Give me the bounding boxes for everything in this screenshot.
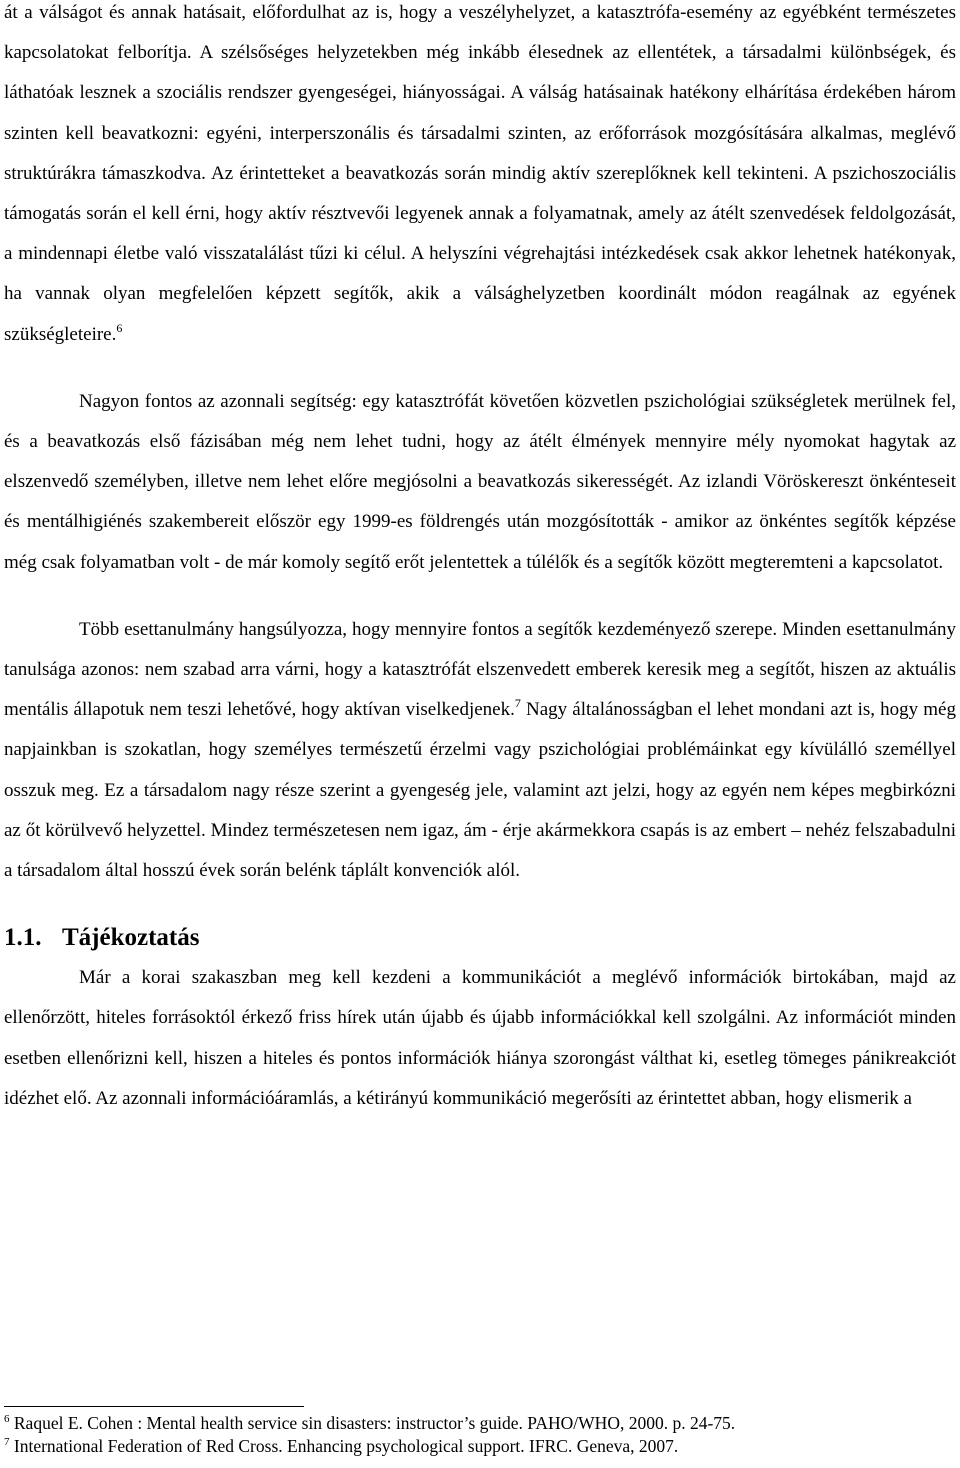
footnote-7: [4, 1435, 956, 1458]
footnote-ref-7[interactable]: 7: [514, 696, 521, 711]
section-heading: [4, 918, 956, 958]
footnote-6: [4, 1412, 956, 1435]
footnote-ref-6[interactable]: 6: [116, 320, 123, 335]
footnote-text: International Federation of Red Cross. Enhancing psychological support. IFRC. Geneva, 2007.: [13, 1436, 679, 1456]
footnote-text: Raquel E. Cohen : Mental health service sin disasters: instructor’s guide. PAHO/WHO, 2000. p. 24-75.: [13, 1413, 736, 1433]
footnote-separator: [4, 1406, 304, 1407]
footnote-number: 7: [4, 1436, 10, 1448]
footnotes: [4, 1412, 956, 1458]
paragraph-crisis-intervention: [4, 0, 956, 355]
paragraph-helper-initiative: [4, 610, 956, 891]
section-number: 1.1.: [4, 924, 42, 952]
document-page: [4, 0, 956, 1119]
paragraph-text: Nagy általánosságban el lehet mondani azt is, hogy még napjainkban is szokatlan, hogy személyes természetű érzelmi vagy pszichológiai problémáinkat egy kívülálló személlyel osszuk meg. Ez a társadalom nagy része szerint a gyengeség jele, valamint azt jelzi, hogy az egyén nem képes megbirkózni az őt körülvevő helyzettel. Mindez természetesen nem igaz, ám - érje akármekkora csapás is az embert – nehéz felszabadulni a társadalom által hosszú évek során belénk táplált konvenciók alól.: [4, 699, 956, 882]
paragraph-information: Már a korai szakaszban meg kell kezdeni a kommunikációt a meglévő információk birtokában, majd az ellenőrzött, hiteles forrásoktól érkező friss hírek után újabb és újabb információkkal kell szolgálni. Az információt minden esetben ellenőrizni kell, hiszen a hiteles és pontos információk hiánya szorongást válthat ki, esetleg tömeges pánikreakciót idézhet elő. Az azonnali információáramlás, a kétirányú kommunikáció megerősíti az érintettet abban, hogy elismerik a: [4, 967, 956, 1109]
paragraph-immediate-help: Nagyon fontos az azonnali segítség: egy katasztrófát követően közvetlen pszichológiai szükségletek merülnek fel, és a beavatkozás első fázisában még nem lehet tudni, hogy az átélt élmények mennyire mély nyomokat hagytak az elszenvedő személyben, illetve nem lehet előre megjósolni a beavatkozás sikerességét. Az izlandi Vöröskereszt önkénteseit és mentálhigiénés szakembereit először egy 1999-es földrengés után mozgósították - amikor az önkéntes segítők képzése még csak folyamatban volt - de már komoly segítő erőt jelentettek a túlélők és a segítők között megteremteni a kapcsolatot.: [4, 390, 956, 573]
section-title: Tájékoztatás: [62, 924, 200, 952]
paragraph-text: Több esettanulmány hangsúlyozza, hogy mennyire fontos a segítők kezdeményező szerepe. Minden esettanulmány tanulsága azonos: nem szabad arra várni, hogy a katasztrófát elszenvedett emberek keresik meg a segítőt, hiszen az aktuális mentális állapotuk nem teszi lehetővé, hogy aktívan viselkedjenek.: [4, 618, 956, 721]
paragraph-text: át a válságot és annak hatásait, előfordulhat az is, hogy a veszélyhelyzet, a katasztrófa-esemény az egyébként természetes kapcsolatokat felborítja. A szélsőséges helyzetekben még inkább élesednek az ellentétek, a társadalmi különbségek, és láthatóak lesznek a szociális rendszer gyengeségei, hiányosságai. A válság hatásainak hatékony elhárítása érdekében három szinten kell beavatkozni: egyéni, interperszonális és társadalmi szinten, az erőforrások mozgósítására alkalmas, meglévő struktúrákra támaszkodva. Az érintetteket a beavatkozás során mindig aktív szereplőknek kell tekinteni. A pszichoszociális támogatás során el kell érni, hogy aktív résztvevői legyenek annak a folyamatnak, amely az átélt szenvedések feldolgozását, a mindennapi életbe való visszatalálást tűzi ki célul. A helyszíni végrehajtási intézkedések csak akkor lehetnek hatékonyak, ha vannak olyan megfelelően képzett segítők, akik a válsághelyzetben koordinált módon reagálnak az egyének szükségleteire.: [4, 2, 956, 345]
footnote-number: 6: [4, 1413, 10, 1425]
